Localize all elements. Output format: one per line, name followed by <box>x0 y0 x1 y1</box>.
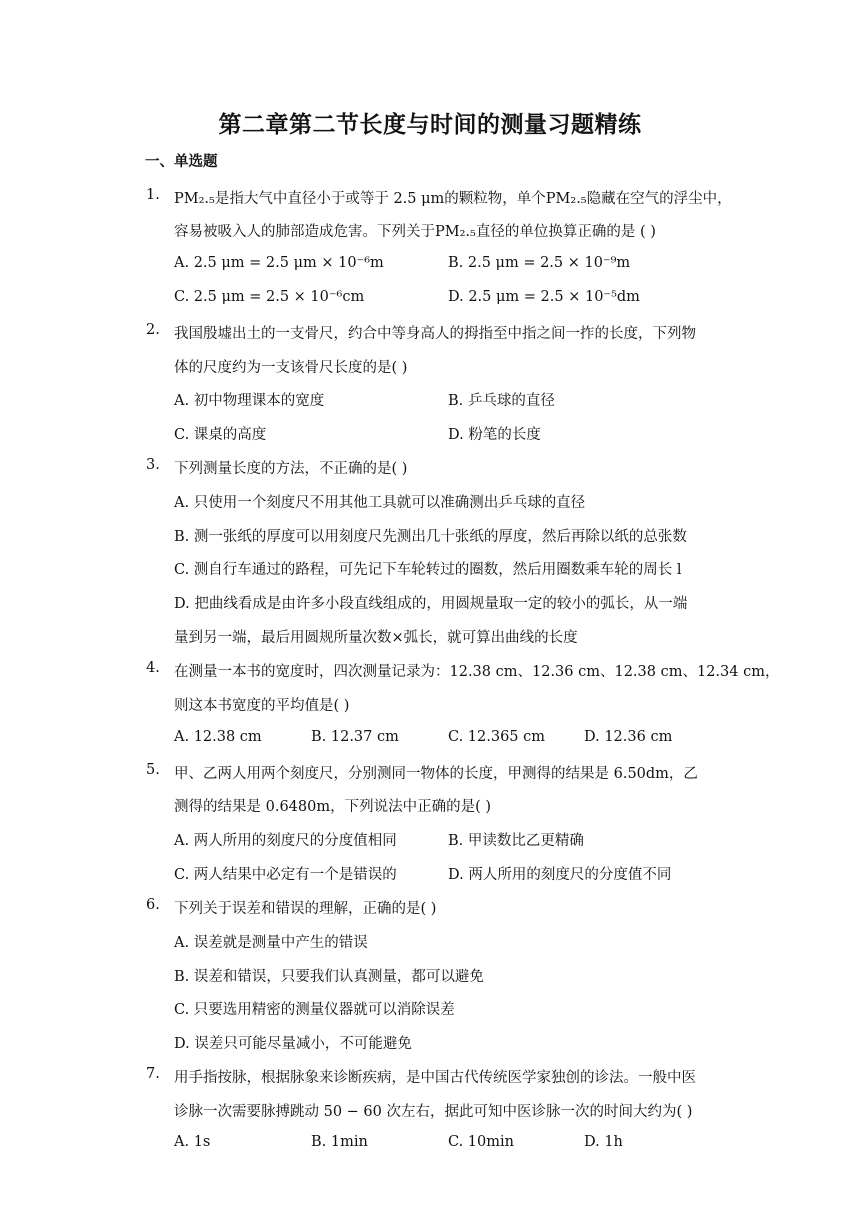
option-b: B. 测一张纸的厚度可以用刻度尺先测出几十张纸的厚度，然后再除以纸的总张数 <box>174 529 687 545</box>
option-a: A. 误差就是测量中产生的错误 <box>174 935 368 951</box>
question-number: 5. <box>146 762 160 778</box>
option-a: A. 12.38 cm <box>174 729 262 745</box>
page-title: 第二章第二节长度与时间的测量习题精练 <box>218 112 642 138</box>
question-number: 3. <box>146 457 160 473</box>
option-d: D. 12.36 cm <box>584 729 673 745</box>
question-text-line: 下列关于误差和错误的理解，正确的是( ) <box>174 901 437 917</box>
question-text-line: 下列测量长度的方法，不正确的是( ) <box>174 461 408 477</box>
option-d: D. 2.5 μm = 2.5 × 10⁻⁵dm <box>448 289 640 305</box>
question-number: 6. <box>146 897 160 913</box>
option-a: A. 2.5 μm = 2.5 μm × 10⁻⁶m <box>174 255 384 271</box>
option-a: A. 初中物理课本的宽度 <box>174 393 325 409</box>
question-text-line: 体的尺度约为一支该骨尺长度的是( ) <box>174 360 408 376</box>
option-c: C. 只要选用精密的测量仪器就可以消除误差 <box>174 1002 455 1018</box>
question-text-line: 容易被吸入人的肺部造成危害。下列关于PM₂.₅直径的单位换算正确的是 ( ) <box>174 224 656 240</box>
option-c: C. 12.365 cm <box>448 729 546 745</box>
option-c: C. 课桌的高度 <box>174 427 267 443</box>
option-a: A. 只使用一个刻度尺不用其他工具就可以准确测出乒乓球的直径 <box>174 495 586 511</box>
option-a: A. 两人所用的刻度尺的分度值相同 <box>174 833 397 849</box>
option-d: D. 粉笔的长度 <box>448 427 541 443</box>
question-number: 2. <box>146 322 160 338</box>
option-d: D. 把曲线看成是由许多小段直线组成的，用圆规量取一定的较小的弧长，从一端 <box>174 596 688 612</box>
question-text-line: 则这本书宽度的平均值是( ) <box>174 698 350 714</box>
option-c: C. 两人结果中必定有一个是错误的 <box>174 867 397 883</box>
question-text-line: 在测量一本书的宽度时，四次测量记录为：12.38 cm、12.36 cm、12.38 cm、12.34 cm， <box>174 664 780 680</box>
question-text-line: 甲、乙两人用两个刻度尺，分别测同一物体的长度，甲测得的结果是 6.50dm，乙 <box>174 766 698 782</box>
option-b: B. 2.5 μm = 2.5 × 10⁻⁹m <box>448 255 631 271</box>
option-c: C. 10min <box>448 1134 514 1150</box>
option-d: D. 误差只可能尽量减小，不可能避免 <box>174 1036 412 1052</box>
option-b: B. 1min <box>311 1134 368 1150</box>
option-b: B. 甲读数比乙更精确 <box>448 833 584 849</box>
option-d: D. 两人所用的刻度尺的分度值不同 <box>448 867 672 883</box>
question-number: 4. <box>146 660 160 676</box>
question-number: 1. <box>146 187 160 203</box>
option-b: B. 12.37 cm <box>311 729 399 745</box>
option-d: D. 1h <box>584 1134 623 1150</box>
option-c: C. 2.5 μm = 2.5 × 10⁻⁶cm <box>174 289 365 305</box>
question-text-line: 诊脉一次需要脉搏跳动 50 − 60 次左右，据此可知中医诊脉一次的时间大约为( ) <box>174 1104 693 1120</box>
option-a: A. 1s <box>174 1134 211 1150</box>
question-text-line: 用手指按脉，根据脉象来诊断疾病，是中国古代传统医学家独创的诊法。一般中医 <box>174 1070 696 1086</box>
section-heading: 一、单选题 <box>145 154 218 170</box>
option-d-continued: 量到另一端，最后用圆规所量次数×弧长，就可算出曲线的长度 <box>174 630 578 646</box>
option-b: B. 误差和错误，只要我们认真测量，都可以避免 <box>174 969 484 985</box>
option-c: C. 测自行车通过的路程，可先记下车轮转过的圈数，然后用圈数乘车轮的周长 l <box>174 562 682 578</box>
question-text-line: 测得的结果是 0.6480m，下列说法中正确的是( ) <box>174 799 492 815</box>
question-text-line: 我国殷墟出土的一支骨尺，约合中等身高人的拇指至中指之间一拃的长度，下列物 <box>174 326 696 342</box>
question-text-line: PM₂.₅是指大气中直径小于或等于 2.5 μm的颗粒物，单个PM₂.₅隐藏在空气的浮尘中， <box>174 191 732 207</box>
question-number: 7. <box>146 1066 160 1082</box>
option-b: B. 乒乓球的直径 <box>448 393 555 409</box>
